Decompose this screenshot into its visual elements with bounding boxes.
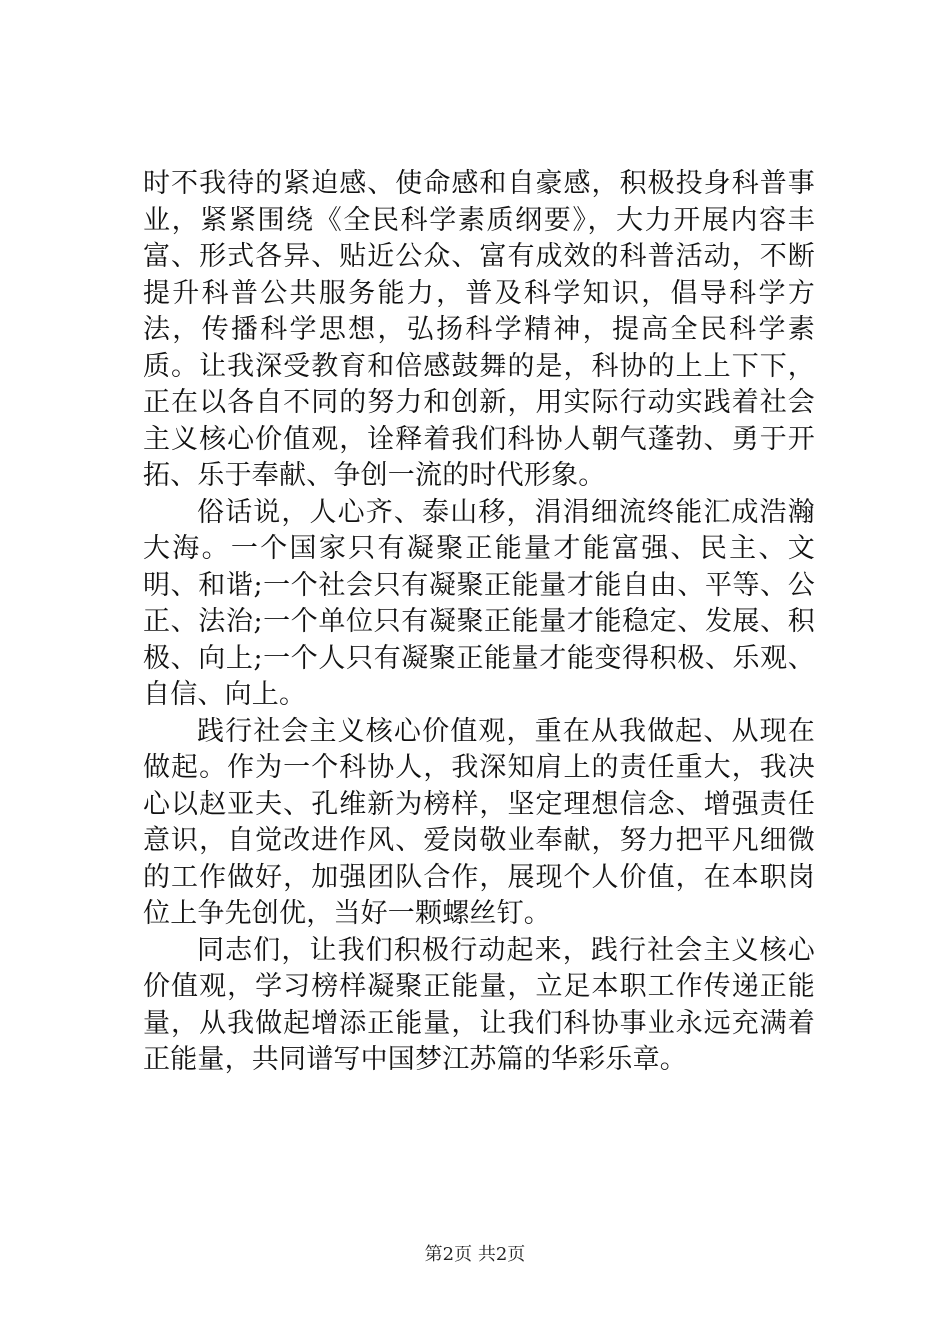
page-number-footer: 第2页 共2页 — [424, 1244, 526, 1265]
paragraph-continuation: 时不我待的紧迫感、使命感和自豪感，积极投身科普事业，紧紧围绕《全民科学素质纲要》，大力开展内容丰富、形式各异、贴近公众、富有成效的科普活动，不断提升科普公共服务能力，普及科学知识，倡导科学方法，传播科学思想，弘扬科学精神，提高全民科学素质。让我深受教育和倍感鼓舞的是，科协的上上下下，正在以各自不同的努力和创新，用实际行动实践着社会主义核心价值观，诠释着我们科协人朝气蓬勃、勇于开拓、乐于奉献、争创一流的时代形象。 — [143, 168, 815, 491]
document-body — [143, 166, 815, 1079]
paragraph-commitment: 践行社会主义核心价值观，重在从我做起、从现在做起。作为一个科协人，我深知肩上的责任重大，我决心以赵亚夫、孔维新为榜样，坚定理想信念、增强责任意识，自觉改进作风、爱岗敬业奉献，努力把平凡细微的工作做好，加强团队合作，展现个人价值，在本职岗位上争先创优，当好一颗螺丝钉。 — [143, 715, 815, 929]
paragraph-closing: 同志们，让我们积极行动起来，践行社会主义核心价值观，学习榜样凝聚正能量，立足本职工作传递正能量，从我做起增添正能量，让我们科协事业永远充满着正能量，共同谱写中国梦江苏篇的华彩乐章。 — [143, 934, 815, 1075]
paragraph-proverb: 俗话说，人心齐、泰山移，涓涓细流终能汇成浩瀚大海。一个国家只有凝聚正能量才能富强、民主、文明、和谐;一个社会只有凝聚正能量才能自由、平等、公正、法治;一个单位只有凝聚正能量才能稳定、发展、积极、向上;一个人只有凝聚正能量才能变得积极、乐观、自信、向上。 — [143, 496, 815, 710]
